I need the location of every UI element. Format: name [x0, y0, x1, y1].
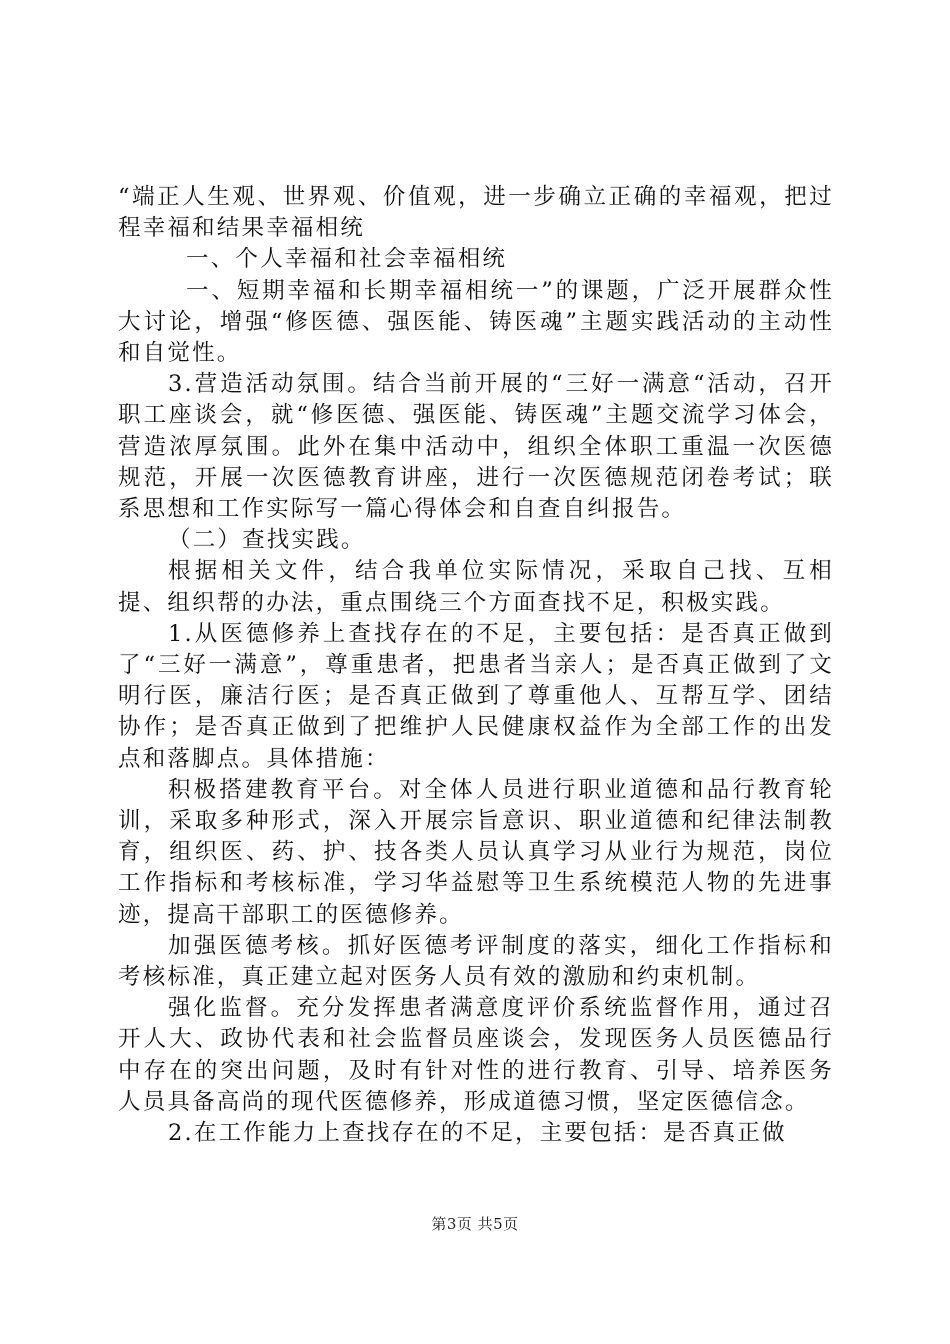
paragraph-4: 3.营造活动氛围。结合当前开展的“三好一满意“活动，召开职工座谈会，就“修医德、强医能、铸医魂”主题交流学习体会，营造浓厚氛围。此外在集中活动中，组织全体职工重温一次医德规范，开展一次医德教育讲座，进行一次医德规范闭卷考试；联系思想和工作实际写一篇心得体会和自查自纠报告。: [118, 371, 834, 523]
paragraph-11: 2.在工作能力上查找存在的不足，主要包括：是否真正做: [168, 1120, 787, 1147]
paragraph-10: 强化监督。充分发挥患者满意度评价系统监督作用，通过召开人大、政协代表和社会监督员座谈会，发现医务人员医德品行中存在的突出问题，及时有针对性的进行教育、引导、培养医务人员具备高尚的现代医德修养，形成道德习惯，坚定医德信念。: [118, 995, 834, 1115]
paragraph-2: 一、个人幸福和社会幸福相统: [186, 246, 508, 273]
paragraph-5: （二）查找实践。: [168, 527, 366, 554]
document-body: [118, 182, 834, 1149]
paragraph-7: 1.从医德修养上查找存在的不足，主要包括：是否真正做到了“三好一满意”，尊重患者，把患者当亲人；是否真正做到了文明行医，廉洁行医；是否真正做到了尊重他人、互帮互学、团结协作；是否真正做到了把维护人民健康权益作为全部工作的出发点和落脚点。具体措施：: [118, 620, 834, 772]
paragraph-9: 加强医德考核。抓好医德考评制度的落实，细化工作指标和考核标准，真正建立起对医务人员有效的激励和约束机制。: [118, 932, 834, 991]
page-footer: 第3页 共5页: [431, 1215, 519, 1233]
paragraph-8: 积极搭建教育平台。对全体人员进行职业道德和品行教育轮训，采取多种形式，深入开展宗旨意识、职业道德和纪律法制教育，组织医、药、护、技各类人员认真学习从业行为规范，岗位工作指标和考核标准，学习华益慰等卫生系统模范人物的先进事迹，提高干部职工的医德修养。: [118, 776, 834, 928]
paragraph-1: “端正人生观、世界观、价值观，进一步确立正确的幸福观，把过程幸福和结果幸福相统: [118, 184, 834, 242]
paragraph-6: 根据相关文件，结合我单位实际情况，采取自己找、互相提、组织帮的办法，重点围绕三个方面查找不足，积极实践。: [118, 558, 834, 616]
paragraph-3: 一、短期幸福和长期幸福相统一”的课题，广泛开展群众性大讨论，增强“修医德、强医能、铸医魂”主题实践活动的主动性和自觉性。: [118, 277, 834, 367]
